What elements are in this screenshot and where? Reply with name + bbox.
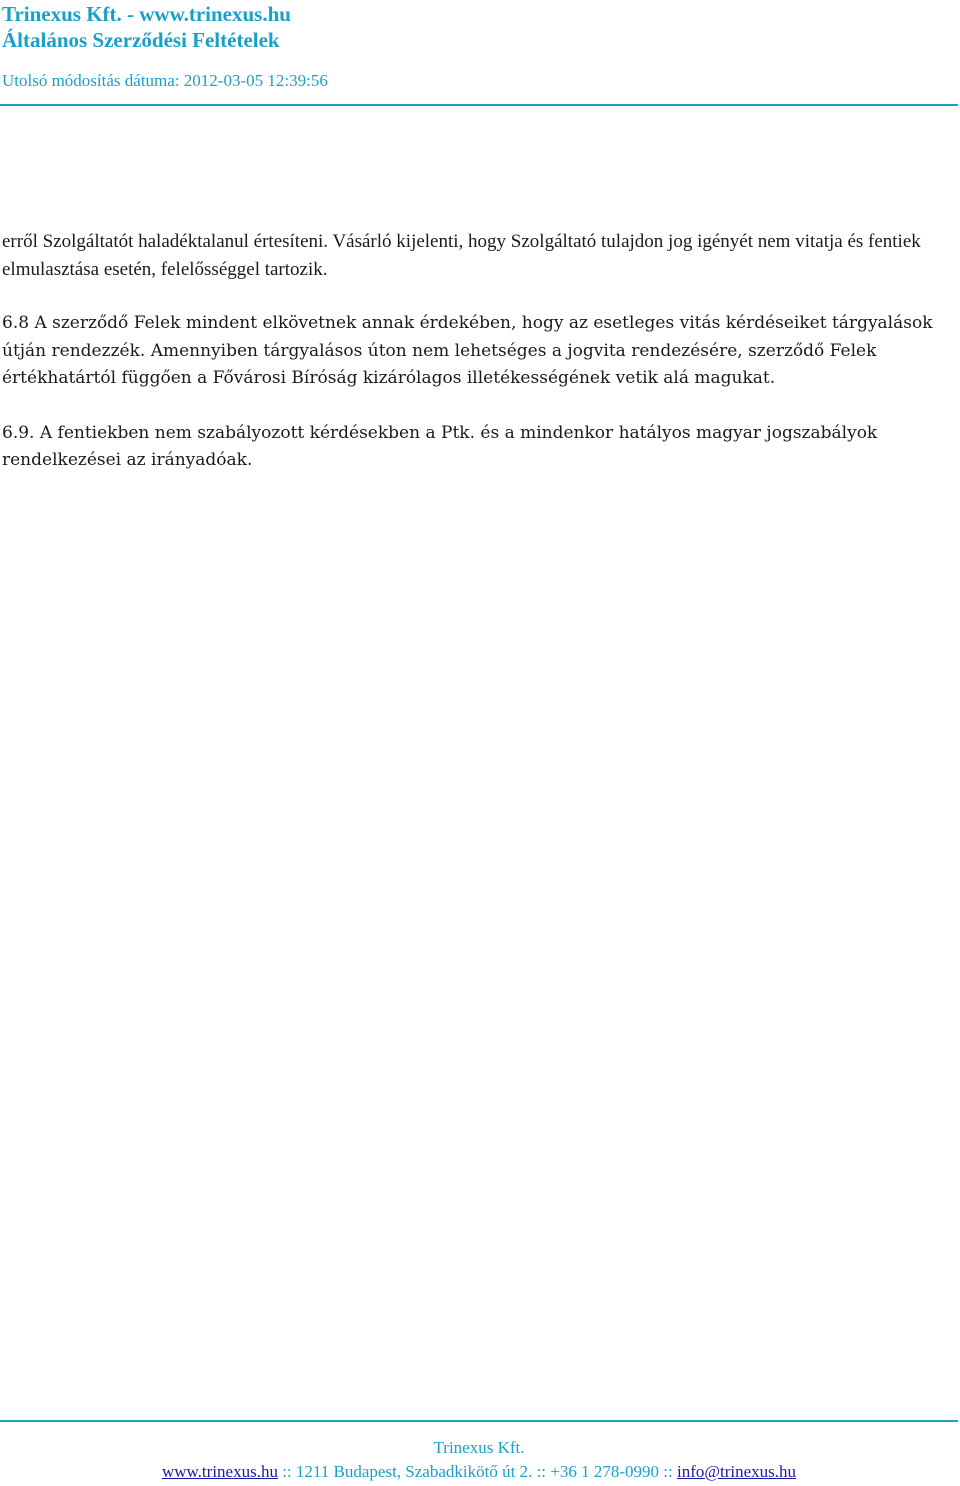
footer-contact-line (0, 1461, 958, 1483)
last-modified-date: Utolsó módosítás dátuma: 2012-03-05 12:39:56 (2, 71, 328, 90)
footer-website-link[interactable]: www.trinexus.hu (161, 1462, 278, 1481)
footer-separator: :: (282, 1462, 292, 1481)
footer-address: 1211 Budapest, Szabadkikötő út 2. (295, 1462, 533, 1481)
paragraph-continuation: erről Szolgáltatót haladéktalanul értesíteni. Vásárló kijelenti, hogy Szolgáltató tulajdon jog igényét nem vitatja és fentiek elmulasztása esetén, felelősséggel tartozik. (2, 231, 921, 280)
footer-separator: :: (663, 1462, 673, 1481)
header-subtitle: Általános Szerződési Feltételek (2, 28, 280, 52)
footer-email-link[interactable]: info@trinexus.hu (676, 1462, 797, 1481)
footer-company: Trinexus Kft. (433, 1438, 525, 1457)
footer-separator: :: (536, 1462, 547, 1481)
footer-divider (0, 1420, 958, 1422)
header-title: Trinexus Kft. - www.trinexus.hu (2, 2, 291, 26)
header-divider (0, 104, 958, 106)
paragraph-6-9: 6.9. A fentiekben nem szabályozott kérdésekben a Ptk. és a mindenkor hatályos magyar jogszabályok rendelkezései az irányadóak. (2, 422, 878, 470)
document-body (2, 228, 954, 475)
paragraph-6-8: 6.8 A szerződő Felek mindent elkövetnek annak érdekében, hogy az esetleges vitás kérdéseiket tárgyalások útján rendezzék. Amennyiben tárgyalásos úton nem lehetséges a jogvita rendezésére, szerződő Felek értékhatártól függően a Fővárosi Bíróság kizárólagos illetékességének vetik alá magukat. (2, 313, 933, 388)
footer-phone: +36 1 278-0990 (550, 1462, 660, 1481)
